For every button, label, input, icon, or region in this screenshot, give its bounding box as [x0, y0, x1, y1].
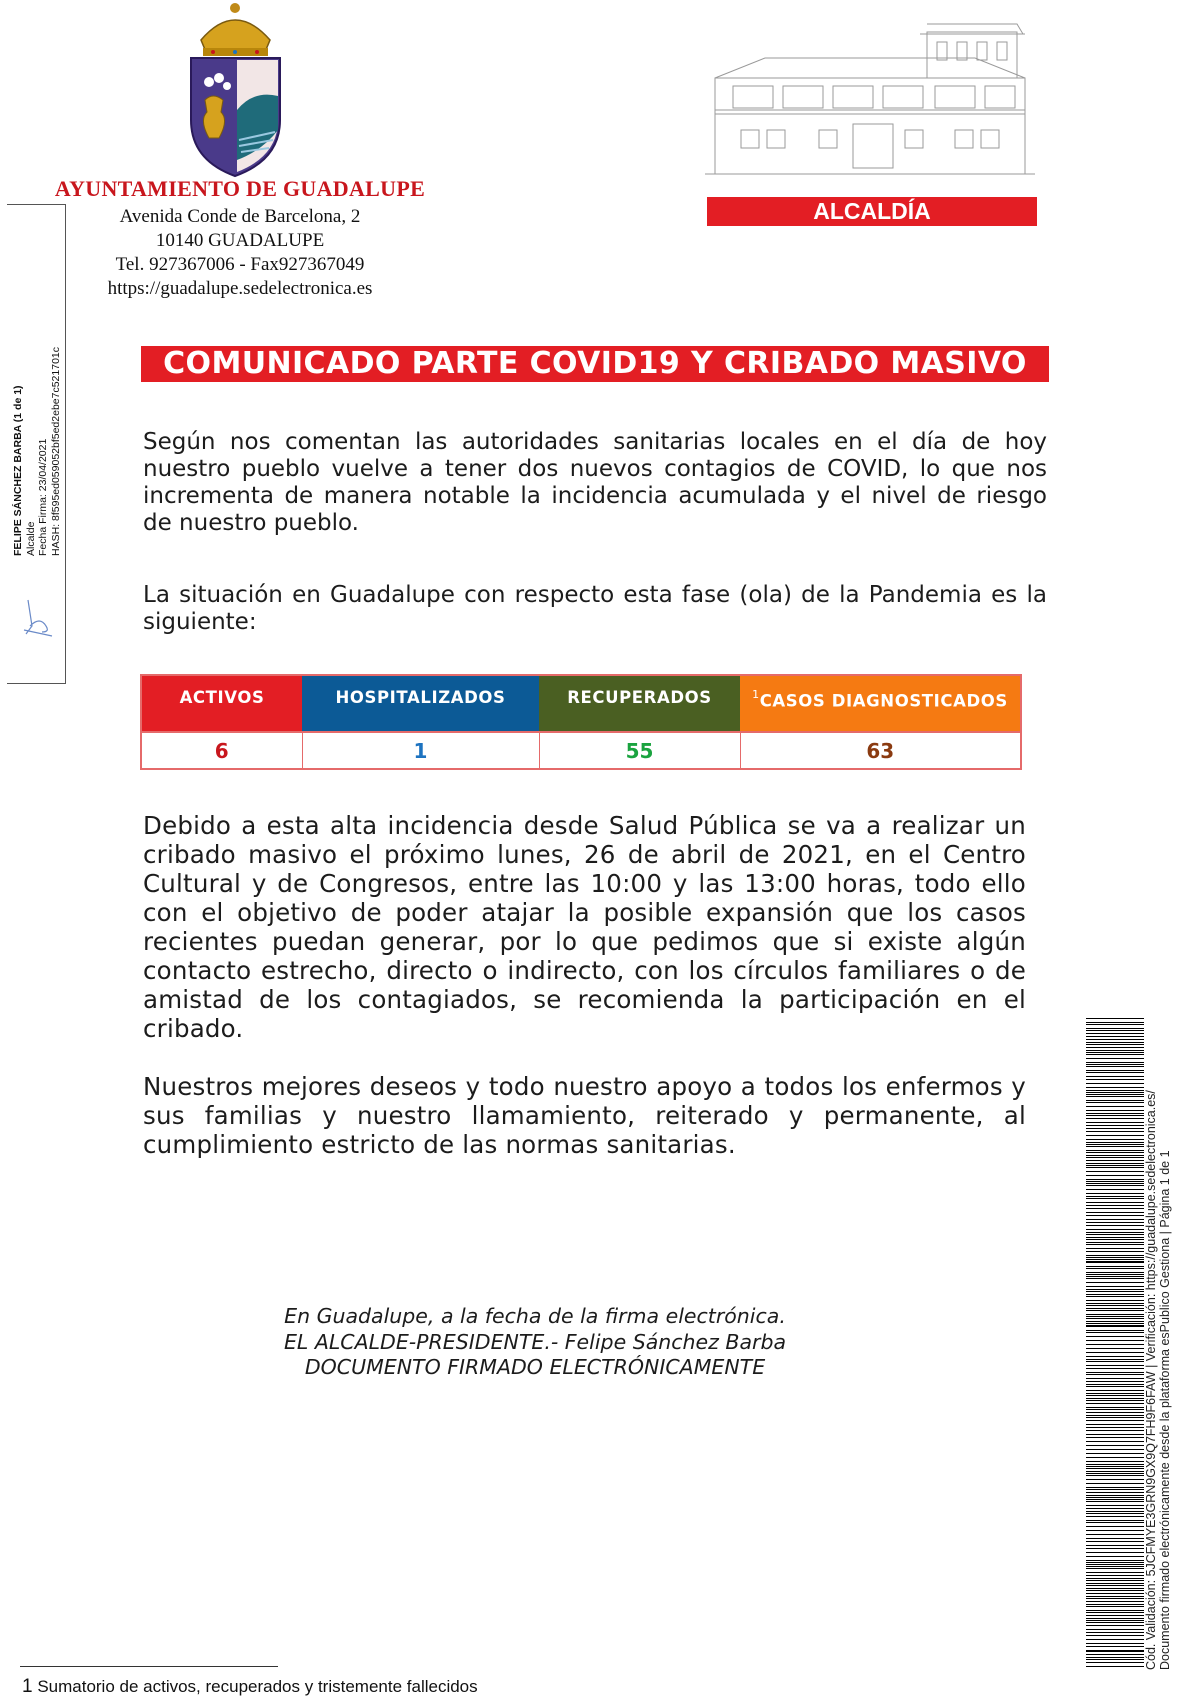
header-casos-diagnosticados-cell [740, 676, 1020, 732]
footnote-text: Sumatorio de activos, recuperados y tristemente fallecidos [37, 1677, 478, 1696]
postal-line: 10140 GUADALUPE [155, 230, 325, 251]
header-activos: ACTIVOS [142, 676, 302, 732]
value-hospitalizados: 1 [302, 732, 539, 768]
department-banner: ALCALDÍA [707, 197, 1037, 226]
value-activos: 6 [142, 732, 302, 768]
value-recuperados: 55 [539, 732, 740, 768]
header-hospitalizados: HOSPITALIZADOS [302, 676, 539, 732]
paragraph-situation: La situación en Guadalupe con respecto esta fase (ola) de la Pandemia es la siguiente: [143, 582, 1047, 635]
town-hall-building-illustration [705, 18, 1035, 178]
footnote-number: 1 [22, 1676, 33, 1697]
footnote [22, 1676, 478, 1698]
validation-code: Cód. Validación: 5JCFMYE3GRN9GX9Q7FH9F6FAW | Verificación: https://guadalupe.sedelectronica.es/ [1144, 1090, 1158, 1670]
signer-line: FELIPE SÁNCHEZ BARBA (1 de 1) [12, 385, 24, 556]
validation-text [1144, 1070, 1172, 1670]
phone-fax-line: Tel. 927367006 - Fax927367049 [115, 254, 365, 275]
header-casos-diagnosticados: CASOS DIAGNOSTICADOS [759, 691, 1008, 711]
paragraph-cribado: Debido a esta alta incidencia desde Salud Pública se va a realizar un cribado masivo el próximo lunes, 26 de abril de 2021, en el Centro Cultural y de Congresos, entre las 10:00 y las 13:00 horas, todo ello con el objetivo de poder atajar la posible expansión que los casos recientes puedan generar, por lo que pedimos que si existe algún contacto estrecho, directo o indirecto, con los círculos familiares o de amistad de los contagiados, se recomienda la participación en el cribado. [143, 811, 1026, 1043]
signature-stamp-text [12, 256, 62, 556]
header-recuperados: RECUPERADOS [539, 676, 740, 732]
footnote-marker: 1 [752, 688, 760, 701]
signer-role: Alcalde [24, 521, 37, 556]
paragraph-closing: Nuestros mejores deseos y todo nuestro apoyo a todos los enfermos y sus familias y nuestro llamamiento, reiterado y permanente, al cumplimiento estricto de las normas sanitarias. [143, 1072, 1026, 1159]
value-casos-diagnosticados: 63 [740, 732, 1020, 768]
validation-platform: Documento firmado electrónicamente desde la plataforma esPublico Gestiona | Página 1 de 1 [1158, 1150, 1172, 1670]
town-hall-name: AYUNTAMIENTO DE GUADALUPE [54, 176, 426, 201]
signature-date: Fecha Firma: 23/04/2021 [37, 438, 49, 556]
footnote-separator [20, 1666, 278, 1667]
signature-hash: HASH: 8f595ed059052bf5ed2ebe7c521701c [49, 346, 62, 556]
website-line: https://guadalupe.sedelectronica.es [107, 278, 373, 299]
signature-place-date: En Guadalupe, a la fecha de la firma electrónica. [284, 1304, 786, 1328]
document-title: COMUNICADO PARTE COVID19 Y CRIBADO MASIVO [141, 346, 1049, 382]
validation-barcode [1086, 1018, 1144, 1668]
paragraph-intro: Según nos comentan las autoridades sanitarias locales en el día de hoy nuestro pueblo vuelve a tener dos nuevos contagios de COVID, lo que nos incrementa de manera notable la incidencia acumulada y el nivel de riesgo de nuestro pueblo. [143, 429, 1047, 536]
address-line: Avenida Conde de Barcelona, 2 [119, 206, 361, 227]
signature-electronic: DOCUMENTO FIRMADO ELECTRÓNICAMENTE [304, 1355, 766, 1379]
handwritten-signature-icon [20, 596, 56, 640]
signature-mayor: EL ALCALDE-PRESIDENTE.- Felipe Sánchez Barba [283, 1330, 787, 1354]
covid-stats-table [140, 674, 1022, 770]
coat-of-arms-logo [183, 0, 288, 178]
